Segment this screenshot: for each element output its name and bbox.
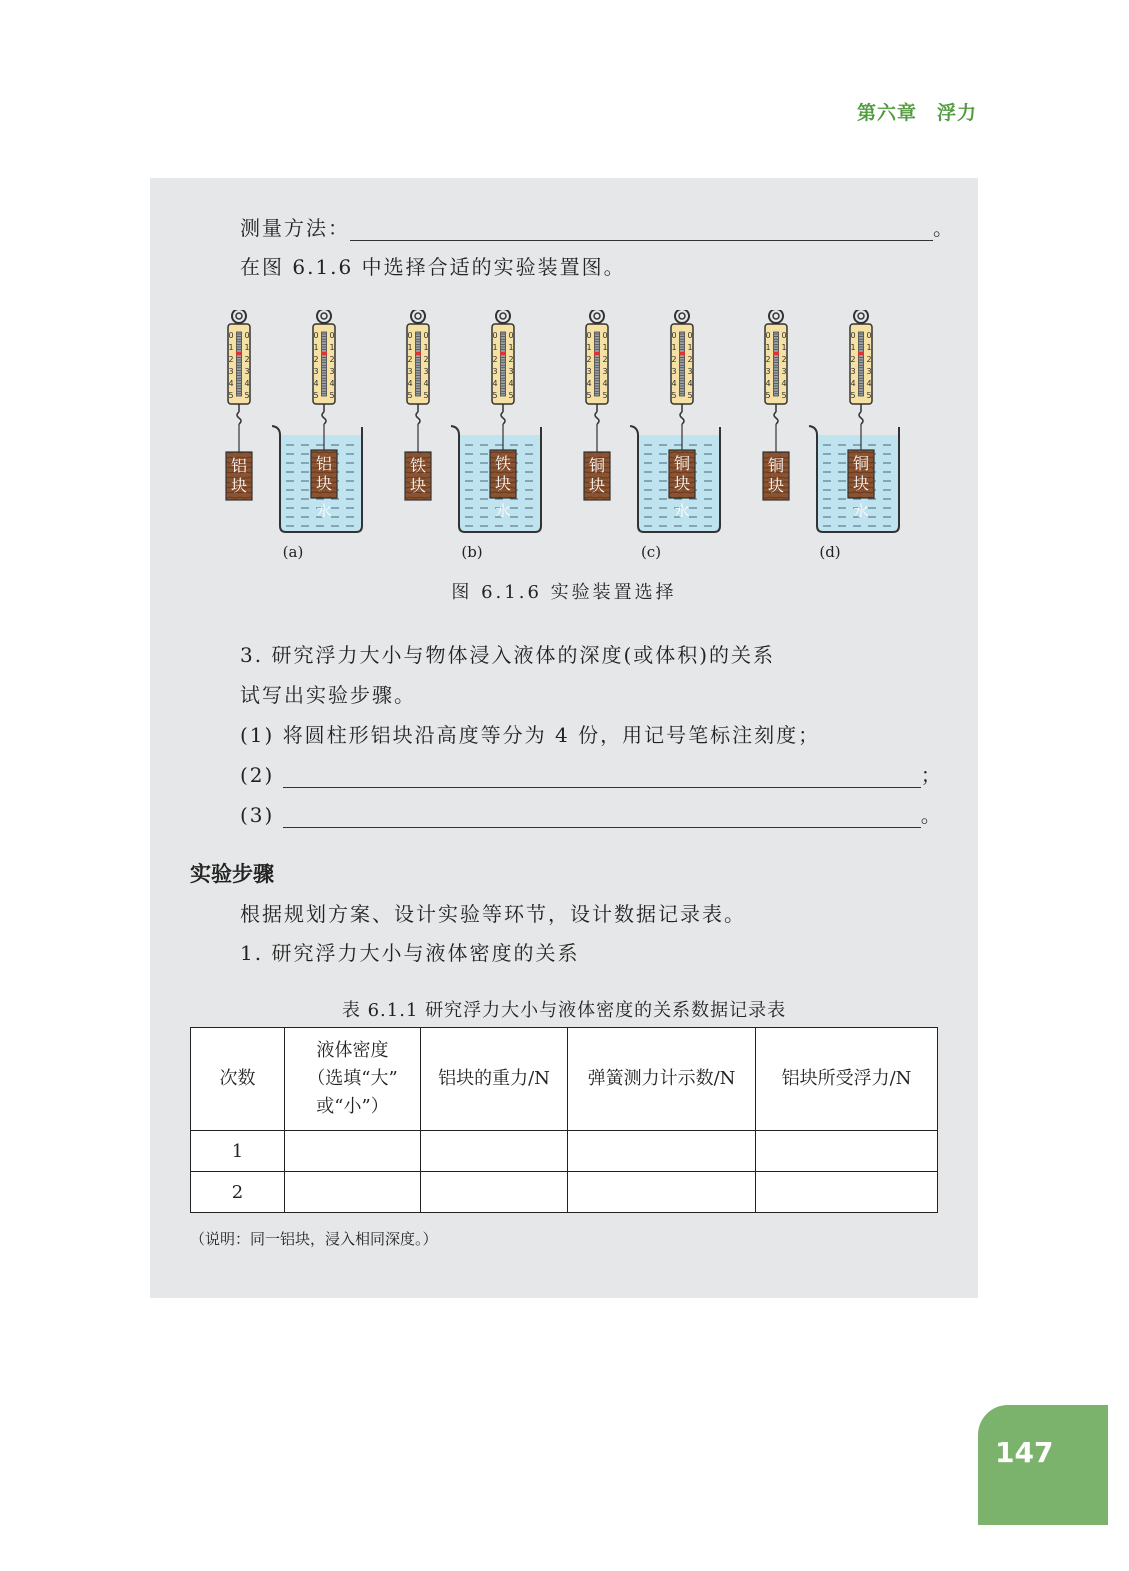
liquid-label: 水: [495, 502, 511, 520]
step2-blank[interactable]: [283, 765, 921, 788]
block-label: 铜: [588, 456, 606, 475]
scale-ring-inner-icon: [236, 313, 242, 319]
scale-pointer: [679, 352, 685, 355]
header-scale-reading: 弹簧测力计示数/N: [568, 1028, 756, 1131]
scale-tick-label: 5: [602, 391, 608, 400]
scale-tick-label: 1: [228, 343, 234, 352]
chapter-title: 浮力: [936, 102, 977, 124]
scale-tick-label: 4: [313, 379, 319, 388]
liquid-label: 水: [853, 502, 869, 520]
section-item1: 1. 研究浮力大小与液体密度的关系: [240, 941, 580, 965]
scale-tick-label: 3: [329, 367, 335, 376]
block-label: 块: [409, 476, 427, 495]
scale-tick-label: 2: [866, 355, 872, 364]
scale-ring-icon: [232, 310, 246, 323]
spring-scale: [765, 310, 787, 424]
metal-block: [763, 452, 789, 500]
scale-tick-label: 1: [671, 343, 677, 352]
scale-ring-icon: [411, 310, 425, 323]
scale-tick-label: 4: [244, 379, 250, 388]
metal-block: [311, 450, 337, 498]
scale-tick-label: 0: [508, 331, 514, 340]
scale-pointer: [415, 352, 421, 355]
scale-tick-label: 1: [586, 343, 592, 352]
header-buoyancy: 铝块所受浮力/N: [756, 1028, 938, 1131]
spring-scale: [313, 310, 335, 424]
measure-label: 测量方法：: [240, 216, 350, 240]
scale-tick-label: 0: [602, 331, 608, 340]
scale-tick-label: 3: [508, 367, 514, 376]
scale-tick-label: 0: [765, 331, 771, 340]
metal-block: [226, 452, 252, 500]
cell-buoyancy[interactable]: [756, 1131, 938, 1172]
scale-tick-label: 5: [850, 391, 856, 400]
step3-blank[interactable]: [283, 805, 921, 828]
scale-tick-label: 4: [850, 379, 856, 388]
scale-tick-label: 1: [313, 343, 319, 352]
block-label: 块: [588, 476, 606, 495]
scale-tick-label: 2: [508, 355, 514, 364]
scale-hook-icon: [680, 412, 684, 424]
cell-weight[interactable]: [421, 1172, 568, 1213]
scale-pointer: [500, 352, 506, 355]
scale-tick-label: 0: [586, 331, 592, 340]
scale-tick-label: 5: [781, 391, 787, 400]
scale-tick-label: 0: [687, 331, 693, 340]
select-instruction: 在图 6.1.6 中选择合适的实验装置图。: [240, 255, 626, 279]
scale-tick-label: 5: [586, 391, 592, 400]
scale-tick-label: 2: [244, 355, 250, 364]
scale-ring-icon: [854, 310, 868, 323]
scale-tick-label: 3: [586, 367, 592, 376]
scale-tick-label: 3: [850, 367, 856, 376]
scale-tick-label: 4: [687, 379, 693, 388]
activity-panel: [150, 178, 978, 1298]
scale-tick-label: 2: [765, 355, 771, 364]
data-record-table: [190, 1027, 938, 1213]
scale-ring-inner-icon: [594, 313, 600, 319]
panel-label: (c): [640, 543, 662, 561]
table-note: （说明：同一铝块，浸入相同深度。）: [190, 1230, 438, 1248]
scale-tick-label: 4: [423, 379, 429, 388]
scale-tick-label: 1: [244, 343, 250, 352]
scale-tick-label: 1: [850, 343, 856, 352]
liquid-label: 水: [674, 502, 690, 520]
scale-ring-inner-icon: [500, 313, 506, 319]
metal-block: [405, 452, 431, 500]
figure-panel: [763, 310, 899, 561]
header-density: [285, 1028, 421, 1131]
scale-tick-label: 5: [407, 391, 413, 400]
block-label: 铁: [409, 456, 427, 475]
scale-ring-icon: [590, 310, 604, 323]
period-mark: 。: [933, 216, 955, 240]
scale-pointer: [594, 352, 600, 355]
scale-tick-label: 1: [602, 343, 608, 352]
scale-tick-label: 5: [508, 391, 514, 400]
block-label: 铜: [852, 454, 870, 473]
scale-pointer: [236, 352, 242, 355]
block-label: 铝: [315, 454, 333, 473]
scale-tick-label: 0: [850, 331, 856, 340]
scale-tick-label: 5: [671, 391, 677, 400]
header-density-line3: 或“小”）: [316, 1096, 389, 1117]
figure-caption: 图 6.1.6 实验装置选择: [451, 582, 677, 603]
scale-ring-inner-icon: [415, 313, 421, 319]
scale-pointer: [773, 352, 779, 355]
scale-tick-label: 4: [866, 379, 872, 388]
scale-tick-label: 4: [407, 379, 413, 388]
scale-ring-inner-icon: [321, 313, 327, 319]
scale-tick-label: 5: [244, 391, 250, 400]
block-label: 块: [673, 474, 691, 493]
scale-tick-label: 1: [781, 343, 787, 352]
scale-tick-label: 3: [492, 367, 498, 376]
panel-label: (b): [461, 543, 483, 561]
cell-density[interactable]: [285, 1131, 421, 1172]
measure-line: [240, 212, 955, 241]
step3-label: (3): [240, 803, 275, 827]
scale-tick-label: 4: [329, 379, 335, 388]
cell-buoyancy[interactable]: [756, 1172, 938, 1213]
scale-tick-label: 3: [313, 367, 319, 376]
scale-tick-label: 3: [671, 367, 677, 376]
scale-tick-label: 3: [602, 367, 608, 376]
scale-tick-label: 5: [313, 391, 319, 400]
scale-tick-label: 0: [228, 331, 234, 340]
table-row: [191, 1172, 938, 1213]
scale-tick-label: 3: [765, 367, 771, 376]
cell-scale-reading[interactable]: [568, 1172, 756, 1213]
period-mark-2: 。: [920, 803, 943, 827]
block-label: 块: [230, 476, 248, 495]
section-intro: 根据规划方案、设计实验等环节，设计数据记录表。: [240, 902, 746, 926]
scale-tick-label: 3: [866, 367, 872, 376]
cell-scale-reading[interactable]: [568, 1131, 756, 1172]
scale-tick-label: 1: [407, 343, 413, 352]
figure-panel: [584, 310, 720, 561]
scale-tick-label: 2: [407, 355, 413, 364]
measure-blank[interactable]: [350, 218, 933, 241]
spring-scale: [407, 310, 429, 424]
scale-hook-icon: [859, 412, 863, 424]
scale-ring-inner-icon: [858, 313, 864, 319]
scale-tick-label: 2: [329, 355, 335, 364]
scale-tick-label: 5: [866, 391, 872, 400]
scale-ring-icon: [496, 310, 510, 323]
panel-label: (d): [819, 543, 841, 561]
header-density-line1: 液体密度: [316, 1040, 389, 1061]
metal-block: [848, 450, 874, 498]
scale-tick-label: 1: [687, 343, 693, 352]
scale-tick-label: 0: [244, 331, 250, 340]
scale-tick-label: 3: [228, 367, 234, 376]
block-label: 铜: [767, 456, 785, 475]
scale-tick-label: 4: [508, 379, 514, 388]
scale-tick-label: 2: [602, 355, 608, 364]
semicolon-mark: ；: [920, 763, 943, 787]
scale-tick-label: 5: [423, 391, 429, 400]
scale-tick-label: 5: [765, 391, 771, 400]
scale-tick-label: 4: [492, 379, 498, 388]
block-label: 铜: [673, 454, 691, 473]
scale-tick-label: 4: [602, 379, 608, 388]
scale-tick-label: 2: [671, 355, 677, 364]
item3-step3: [240, 799, 943, 828]
scale-ring-icon: [769, 310, 783, 323]
table-header-row: [191, 1028, 938, 1131]
header-weight: 铝块的重力/N: [421, 1028, 568, 1131]
chapter-number: 第六章: [856, 102, 917, 124]
scale-ring-inner-icon: [679, 313, 685, 319]
scale-tick-label: 5: [492, 391, 498, 400]
scale-tick-label: 2: [313, 355, 319, 364]
figure-panel: [405, 310, 541, 561]
block-label: 块: [767, 476, 785, 495]
spring-scale: [850, 310, 872, 424]
scale-tick-label: 1: [423, 343, 429, 352]
scale-tick-label: 0: [329, 331, 335, 340]
spring-scale: [586, 310, 608, 424]
panel-label: (a): [282, 543, 304, 561]
scale-hook-icon: [774, 412, 778, 424]
scale-tick-label: 3: [407, 367, 413, 376]
scale-ring-icon: [675, 310, 689, 323]
block-label: 块: [852, 474, 870, 493]
scale-tick-label: 2: [850, 355, 856, 364]
scale-pointer: [858, 352, 864, 355]
figure-6-1-6: [220, 310, 920, 574]
step2-label: (2): [240, 763, 275, 787]
table-title: 表 6.1.1 研究浮力大小与液体密度的关系数据记录表: [341, 1000, 787, 1021]
block-label: 块: [315, 474, 333, 493]
scale-hook-icon: [237, 412, 241, 424]
scale-tick-label: 0: [407, 331, 413, 340]
item3-step2: [240, 759, 943, 788]
scale-tick-label: 2: [781, 355, 787, 364]
scale-hook-icon: [501, 412, 505, 424]
apparatus-figure: [220, 310, 920, 570]
item3-prompt: 试写出实验步骤。: [240, 683, 416, 707]
block-label: 块: [494, 474, 512, 493]
row-number: 2: [191, 1172, 285, 1213]
row-number: 1: [191, 1131, 285, 1172]
scale-tick-label: 3: [423, 367, 429, 376]
scale-tick-label: 5: [329, 391, 335, 400]
metal-block: [490, 450, 516, 498]
scale-tick-label: 0: [313, 331, 319, 340]
scale-tick-label: 1: [492, 343, 498, 352]
spring-scale: [671, 310, 693, 424]
scale-tick-label: 5: [687, 391, 693, 400]
scale-hook-icon: [416, 412, 420, 424]
scale-hook-icon: [322, 412, 326, 424]
scale-tick-label: 1: [765, 343, 771, 352]
scale-tick-label: 2: [423, 355, 429, 364]
scale-tick-label: 3: [781, 367, 787, 376]
figure-panel: [226, 310, 362, 561]
scale-tick-label: 0: [423, 331, 429, 340]
scale-tick-label: 5: [228, 391, 234, 400]
scale-tick-label: 0: [781, 331, 787, 340]
item3-heading: 3. 研究浮力大小与物体浸入液体的深度(或体积)的关系: [240, 643, 776, 667]
scale-pointer: [321, 352, 327, 355]
scale-tick-label: 4: [586, 379, 592, 388]
page-number: 147: [995, 1436, 1054, 1469]
scale-tick-label: 4: [765, 379, 771, 388]
header-trial: 次数: [191, 1028, 285, 1131]
cell-density[interactable]: [285, 1172, 421, 1213]
block-label: 铝: [230, 456, 248, 475]
scale-tick-label: 2: [687, 355, 693, 364]
scale-tick-label: 2: [492, 355, 498, 364]
scale-tick-label: 2: [228, 355, 234, 364]
scale-tick-label: 0: [671, 331, 677, 340]
chapter-header: [857, 98, 977, 125]
scale-tick-label: 1: [508, 343, 514, 352]
liquid-label: 水: [316, 502, 332, 520]
scale-hook-icon: [595, 412, 599, 424]
scale-tick-label: 1: [866, 343, 872, 352]
block-label: 铁: [494, 454, 512, 473]
section-title: 实验步骤: [190, 862, 274, 886]
scale-tick-label: 3: [244, 367, 250, 376]
spring-scale: [228, 310, 250, 424]
scale-tick-label: 0: [492, 331, 498, 340]
scale-tick-label: 3: [687, 367, 693, 376]
scale-ring-icon: [317, 310, 331, 323]
scale-tick-label: 4: [228, 379, 234, 388]
table-row: [191, 1131, 938, 1172]
cell-weight[interactable]: [421, 1131, 568, 1172]
scale-tick-label: 2: [586, 355, 592, 364]
scale-ring-inner-icon: [773, 313, 779, 319]
item3-step1: (1) 将圆柱形铝块沿高度等分为 4 份，用记号笔标注刻度；: [240, 723, 821, 747]
scale-tick-label: 4: [781, 379, 787, 388]
scale-tick-label: 1: [329, 343, 335, 352]
metal-block: [584, 452, 610, 500]
scale-tick-label: 0: [866, 331, 872, 340]
header-density-line2: （选填“大”: [307, 1068, 398, 1089]
metal-block: [669, 450, 695, 498]
spring-scale: [492, 310, 514, 424]
scale-tick-label: 4: [671, 379, 677, 388]
